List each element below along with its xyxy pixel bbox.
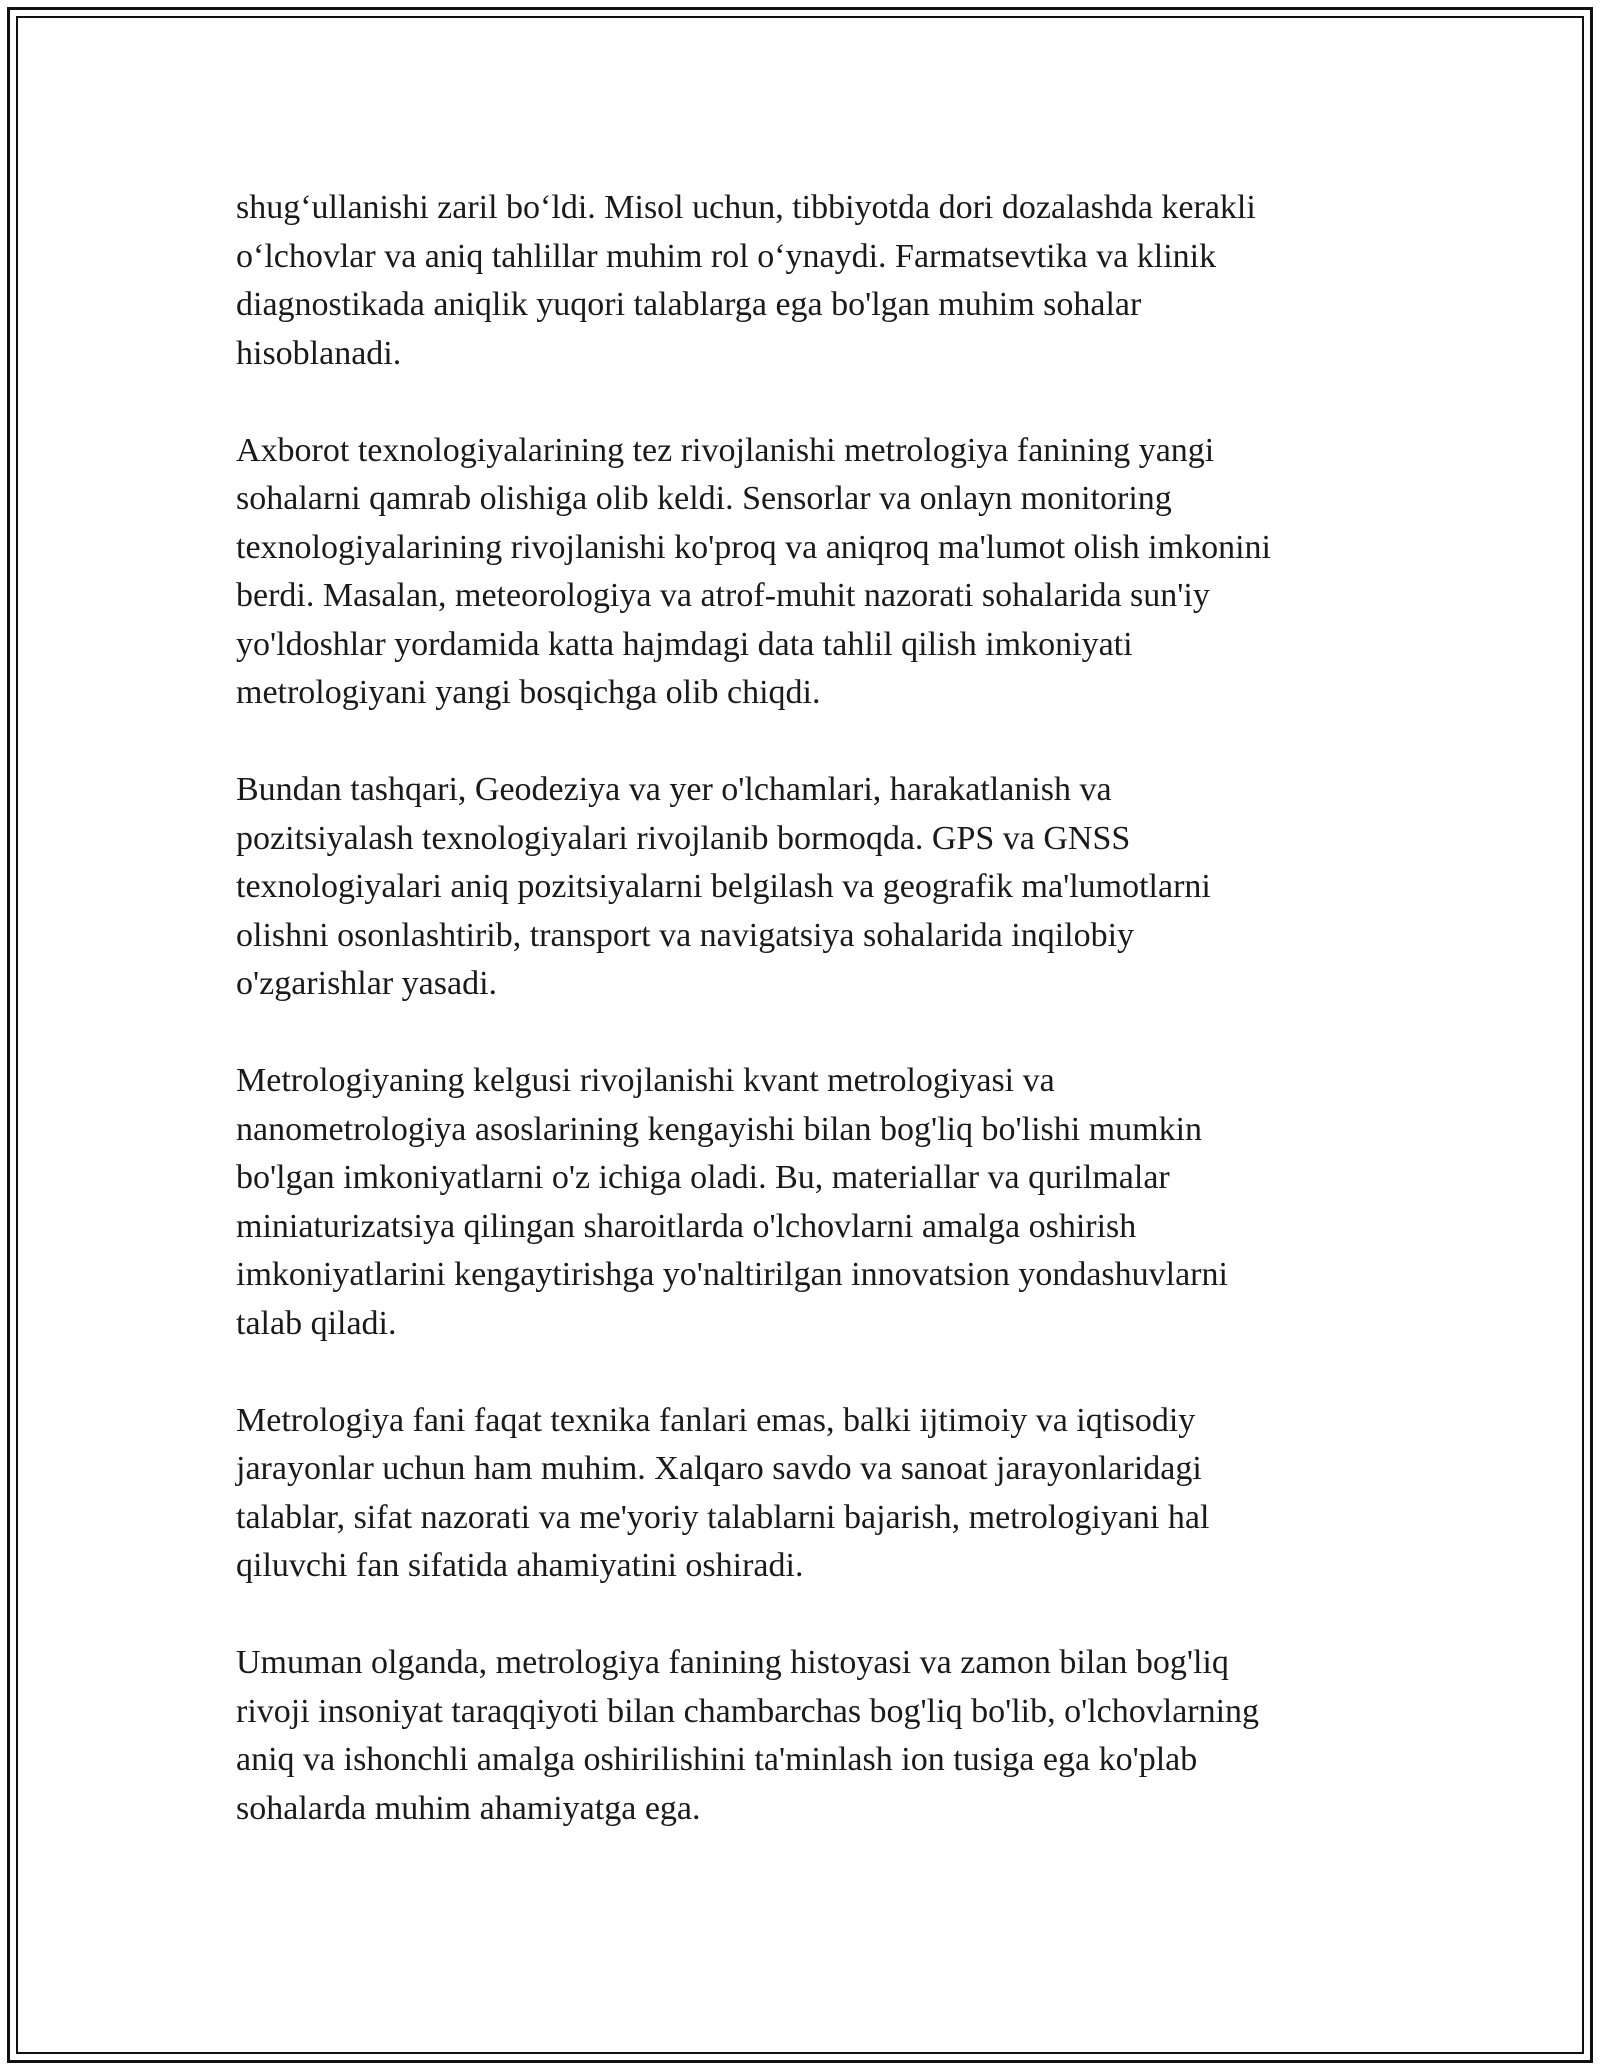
paragraph: Umuman olganda, metrologiya fanining histoyasi va zamon bilan bog'liq rivoji insoniyat taraqqiyoti bilan chambarchas bog'liq bo'lib, o'lchovlarning aniq va ishonchli amalga oshirilishini ta'minlash ion tusiga ega ko'plab sohalarda muhim ahamiyatga ega.: [236, 1644, 1260, 1827]
paragraph: Metrologiya fani faqat texnika fanlari emas, balki ijtimoiy va iqtisodiy jarayonlar uchun ham muhim. Xalqaro savdo va sanoat jarayonlaridagi talablar, sifat nazorati va me'yoriy talablarni bajarish, metrologiyani hal qiluvchi fan sifatida ahamiyatini oshiradi.: [236, 1401, 1210, 1584]
paragraph: Bundan tashqari, Geodeziya va yer o'lchamlari, harakatlanish va pozitsiyalash texnologiyalari rivojlanib bormoqda. GPS va GNSS texnologiyalari aniq pozitsiyalarni belgilash va geografik ma'lumotlarni olishni osonlashtirib, transport va navigatsiya sohalarida inqilobiy o'zgarishlar yasadi.: [236, 771, 1211, 1002]
document-body: [236, 184, 1366, 1882]
paragraph: shug‘ullanishi zaril bo‘ldi. Misol uchun, tibbiyotda dori dozalashda kerakli o‘lchovlar va aniq tahlillar muhim rol o‘ynaydi. Farmatsevtika va klinik diagnostikada aniqlik yuqori talablarga ega bo'lgan muhim sohalar hisoblanadi.: [236, 189, 1256, 372]
paragraph: Axborot texnologiyalarining tez rivojlanishi metrologiya fanining yangi sohalarni qamrab olishiga olib keldi. Sensorlar va onlayn monitoring texnologiyalarining rivojlanishi ko'proq va aniqroq ma'lumot olish imkonini berdi. Masalan, meteorologiya va atrof-muhit nazorati sohalarida sun'iy yo'ldoshlar yordamida katta hajmdagi data tahlil qilish imkoniyati metrologiyani yangi bosqichga olib chiqdi.: [236, 431, 1271, 711]
paragraph: Metrologiyaning kelgusi rivojlanishi kvant metrologiyasi va nanometrologiya asoslarining kengayishi bilan bog'liq bo'lishi mumkin bo'lgan imkoniyatlarni o'z ichiga oladi. Bu, materiallar va qurilmalar miniaturizatsiya qilingan sharoitlarda o'lchovlarni amalga oshirish imkoniyatlarini kengaytirishga yo'naltirilgan innovatsion yondashuvlarni talab qiladi.: [236, 1062, 1228, 1342]
